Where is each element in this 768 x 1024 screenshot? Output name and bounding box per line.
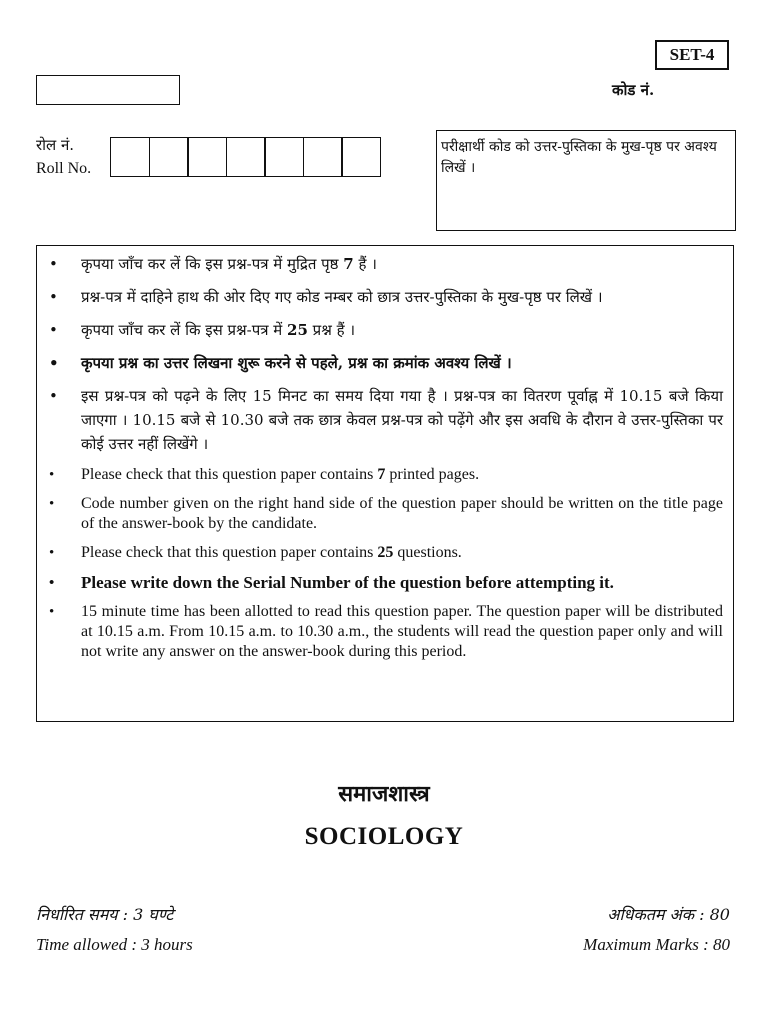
instruction-item [47,465,723,485]
time-allowed-hindi: निर्धारित समय : 3 घण्टे [36,905,174,924]
maximum-marks-hindi: अधिकतम अंक : 80 [607,905,730,924]
instruction-item [47,602,723,662]
instructions-list [47,252,723,662]
instruction-text: 15 minute time has been allotted to read this question paper. The question paper will be distributed at 10.15 a.m. From 10.15 a.m. to 10.30 a.m., the students will read the question paper only and will not write any answer on the answer-book during this period. [81,603,723,660]
instruction-text: Please check that this question paper contains 25 questions. [81,544,462,561]
instruction-item [47,384,723,456]
candidate-note-box [436,130,736,231]
roll-cell [110,137,150,177]
instruction-text: प्रश्न-पत्र में दाहिने हाथ की ओर दिए गए कोड नम्बर को छात्र उत्तर-पुस्तिका के मुख-पृष्ठ पर लिखें । [81,288,603,306]
instruction-item [47,572,723,594]
subject-title-hindi: समाजशास्त्र [338,781,430,807]
instruction-text: Please write down the Serial Number of the question before attempting it. [81,573,614,592]
roll-number-cells [110,137,381,177]
instruction-item [47,318,723,342]
instruction-item [47,494,723,534]
roll-cell [149,137,189,177]
code-label: कोड नं. [612,81,655,99]
instruction-item [47,252,723,276]
instruction-text: इस प्रश्न-पत्र को पढ़ने के लिए 15 मिनट का समय दिया गया है । प्रश्न-पत्र का वितरण पूर्वाह्न में 10.15 बजे किया जाएगा । 10.15 बजे से 10.30 बजे तक छात्र केवल प्रश्न-पत्र को पढ़ेंगे और इस अवधि के दौरान वे उत्तर-पुस्तिका पर कोई उत्तर नहीं लिखेंगे । [81,387,723,453]
roll-cell [187,137,227,177]
instruction-text: कृपया जाँच कर लें कि इस प्रश्न-पत्र में मुद्रित पृष्ठ 7 हैं । [81,255,377,273]
time-allowed-english: Time allowed : 3 hours [36,935,193,954]
roll-label-hindi: रोल नं. [36,136,75,154]
maximum-marks-english: Maximum Marks : 80 [583,935,730,954]
code-number-box [36,75,180,105]
candidate-note: परीक्षार्थी कोड को उत्तर-पुस्तिका के मुख-पृष्ठ पर अवश्य लिखें । [441,139,717,176]
instruction-text: Please check that this question paper contains 7 printed pages. [81,466,480,483]
roll-cell [264,137,304,177]
instructions-box [36,245,734,722]
roll-cell [226,137,266,177]
set-label: SET-4 [655,40,729,70]
instruction-text: कृपया जाँच कर लें कि इस प्रश्न-पत्र में 25 प्रश्न हैं । [81,321,356,339]
roll-cell [303,137,343,177]
roll-label-english: Roll No. [36,160,92,177]
instruction-text: कृपया प्रश्न का उत्तर लिखना शुरू करने से पहले, प्रश्न का क्रमांक अवश्य लिखें । [81,354,512,372]
roll-cell [341,137,381,177]
instruction-item [47,543,723,563]
instruction-item [47,285,723,309]
instruction-item [47,351,723,375]
subject-title-english: SOCIOLOGY [304,823,464,850]
instruction-text: Code number given on the right hand side of the question paper should be written on the title page of the answer-book by the candidate. [81,495,723,532]
